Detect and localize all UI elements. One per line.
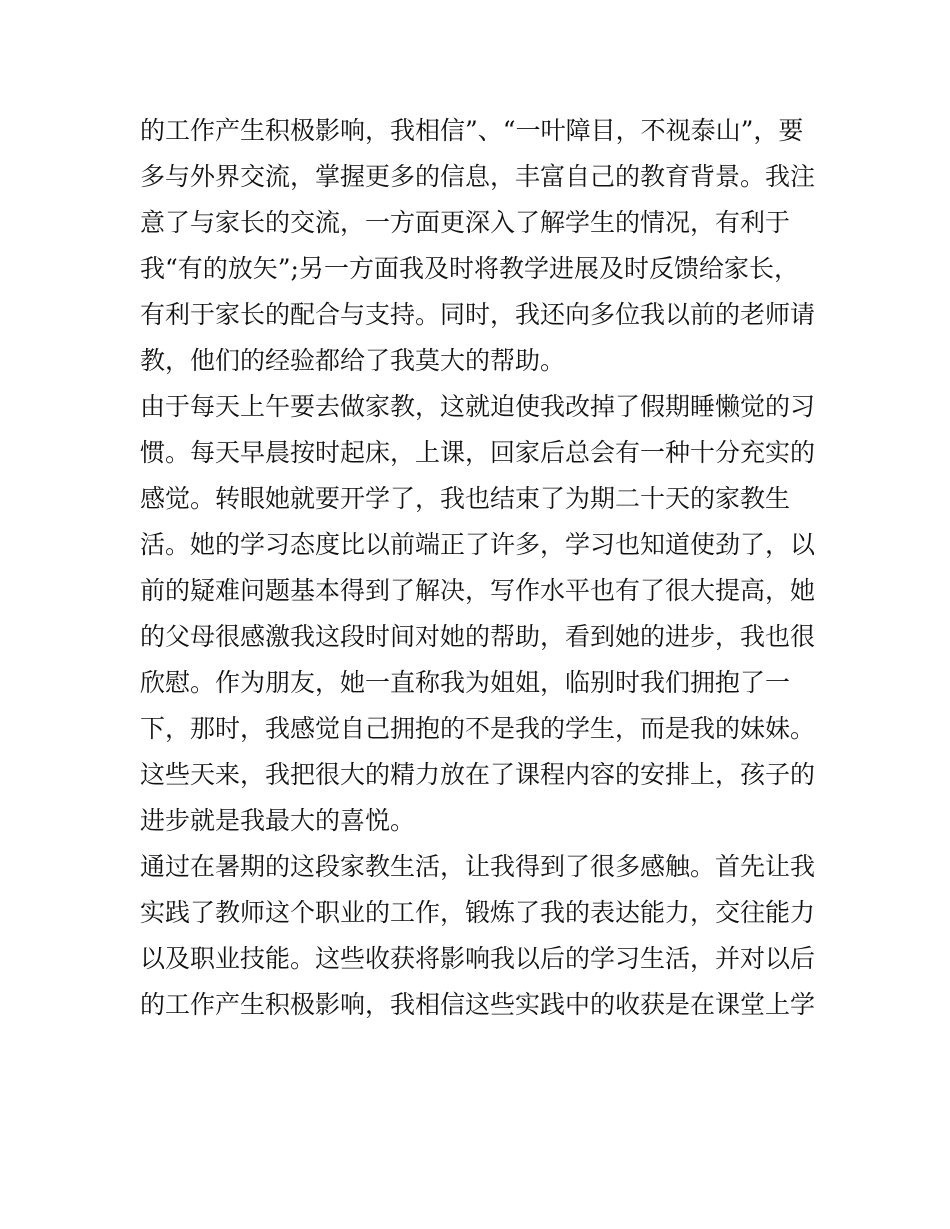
text-line: 感觉。转眼她就要开学了，我也结束了为期二十天的家教生: [140, 484, 791, 513]
text-line: 下，那时，我感觉自己拥抱的不是我的学生，而是我的妹妹。: [140, 714, 816, 743]
text-line: 这些天来，我把很大的精力放在了课程内容的安排上，孩子的: [140, 760, 816, 789]
text-line: 意了与家长的交流，一方面更深入了解学生的情况，有利于: [140, 208, 791, 237]
text-line: 惯。每天早晨按时起床，上课，回家后总会有一种十分充实的: [140, 438, 816, 467]
text-line: 进步就是我最大的喜悦。: [140, 806, 416, 835]
text-line: 的父母很感激我这段时间对她的帮助，看到她的进步，我也很: [140, 622, 816, 651]
text-line: 的工作产生积极影响，我相信这些实践中的收获是在课堂上学: [140, 990, 816, 1019]
text-line: 通过在暑期的这段家教生活，让我得到了很多感触。首先让我: [140, 852, 816, 881]
text-line: 教，他们的经验都给了我莫大的帮助。: [140, 346, 566, 375]
document-body: [140, 108, 830, 1028]
text-line: 活。她的学习态度比以前端正了许多，学习也知道使劲了，以: [140, 530, 816, 559]
text-line: 由于每天上午要去做家教，这就迫使我改掉了假期睡懒觉的习: [140, 392, 816, 421]
text-line: 多与外界交流，掌握更多的信息，丰富自己的教育背景。我注: [140, 162, 816, 191]
text-line: 我“有的放矢”;另一方面我及时将教学进展及时反馈给家长，: [140, 254, 799, 283]
text-line: 实践了教师这个职业的工作，锻炼了我的表达能力，交往能力: [140, 898, 816, 927]
text-line: 欣慰。作为朋友，她一直称我为姐姐，临别时我们拥抱了一: [140, 668, 791, 697]
text-line: 前的疑难问题基本得到了解决，写作水平也有了很大提高，她: [140, 576, 816, 605]
text-line: 的工作产生积极影响，我相信”、“一叶障目，不视泰山”，要: [140, 116, 804, 145]
text-line: 有利于家长的配合与支持。同时，我还向多位我以前的老师请: [140, 300, 816, 329]
text-line: 以及职业技能。这些收获将影响我以后的学习生活，并对以后: [140, 944, 816, 973]
